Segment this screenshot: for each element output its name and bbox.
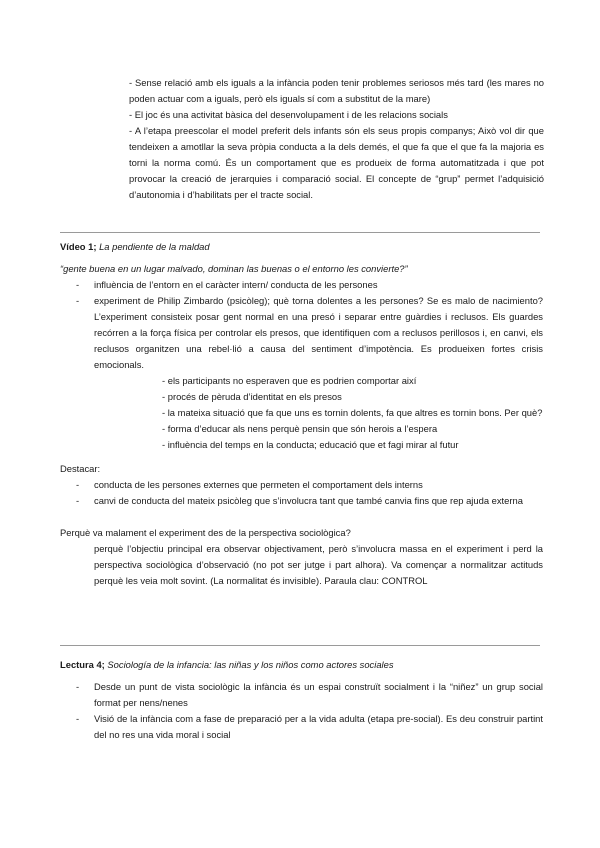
video-item-2: - experiment de Philip Zimbardo (psicòleg); què torna dolentes a les persones? Se es malo de nacimiento? L’experiment consisteix posar gent normal en una presó i separar entre guàrdies i reclusos. Els guardes recórren a la força física per controlar els presos, que identifiquen com a reclusos perillosos i, en canvi, els reclusos organitzen una rebel·lió a causa del sentiment d’impotència. Es produeixen fortes crisis emocionals. xyxy=(60,293,543,373)
video-list xyxy=(60,277,543,373)
video-question: Perquè va malament el experiment des de la perspectiva sociològica? xyxy=(60,527,351,538)
video-quote: “gente buena en un lugar malvado, dominan las buenas o el entorno les convierte?” xyxy=(60,263,408,274)
video-label: Vídeo 1; xyxy=(60,241,97,252)
video-sub-item-5: - influència del temps en la conducta; educació que et fagi mirar al futur xyxy=(162,439,459,450)
section-divider-1 xyxy=(60,232,540,233)
video-sub-item-2: - procés de pèruda d’identitat en els presos xyxy=(162,391,342,402)
lectura-item-2: - Visió de la infància com a fase de preparació per a la vida adulta (etapa pre-social). Es deu construir partint del no res una vida moral i social xyxy=(60,711,543,743)
lectura-list xyxy=(60,679,543,743)
lectura-section xyxy=(60,657,543,743)
video-sub-list xyxy=(60,373,543,453)
lectura-title: Sociología de la infancia: las niñas y los niños como actores sociales xyxy=(107,659,394,670)
lectura-heading xyxy=(60,657,543,673)
lectura-item-1: - Desde un punt de vista sociològic la infància és un espai construït socialment i la “niñez” un grup social format per nens/nenes xyxy=(60,679,543,711)
top-bullet-2: - El joc és una activitat bàsica del desenvolupament i de les relacions socials xyxy=(129,109,448,120)
video-heading xyxy=(60,239,543,255)
top-bullet-3: - A l’etapa preescolar el model preferit dels infants són els seus propis companys; Això vol dir que tendeixen a amotllar la seva pròpia conducta a la dels demés, el que fa que el que fa la majoria es torni la norma comú. És un comportament que es produeix de forma automatitzada i que pot provocar la creació de jerarquies i comparació social. El concepte de “grup” permet l’adquisició d’autonomia i d’habilitats per el tracte social. xyxy=(129,125,544,200)
destacar-label: Destacar: xyxy=(60,463,101,474)
lectura-label: Lectura 4; xyxy=(60,659,105,670)
destacar-list xyxy=(60,477,543,509)
video-sub-item-4: - forma d’educar als nens perquè pensin que són herois a l’espera xyxy=(162,423,438,434)
destacar-item-1: - conducta de les persones externes que permeten el comportament dels interns xyxy=(60,477,543,493)
video-answer: perquè l’objectiu principal era observar objectivament, però s’involucra massa en el experiment i perd la perspectiva sociològica d’observació (no pot ser jutge i part alhora). Va començar a normalitzar actituds perquè les veia molt sovint. (La normalitat és invisible). Paraula clau: CONTROL xyxy=(94,543,543,586)
top-bullet-1: - Sense relació amb els iguals a la infància poden tenir problemes seriosos més tard (les mares no poden actuar com a iguals, però els iguals sí com a substitut de la mare) xyxy=(129,77,544,104)
top-bullet-list xyxy=(129,75,544,203)
section-divider-2 xyxy=(60,645,540,646)
destacar-item-2: - canvi de conducta del mateix psicòleg que s’involucra tant que també canvia fins que rep ajuda externa xyxy=(60,493,543,509)
video-item-1: - influència de l’entorn en el caràcter intern/ conducta de les persones xyxy=(60,277,543,293)
video-sub-item-1: - els participants no esperaven que es podrien comportar així xyxy=(162,375,417,386)
video-sub-item-3: - la mateixa situació que fa que uns es tornin dolents, fa que altres es tornin bons. Per què? xyxy=(162,407,543,418)
video-section xyxy=(60,239,543,589)
video-title: La pendiente de la maldad xyxy=(99,241,210,252)
